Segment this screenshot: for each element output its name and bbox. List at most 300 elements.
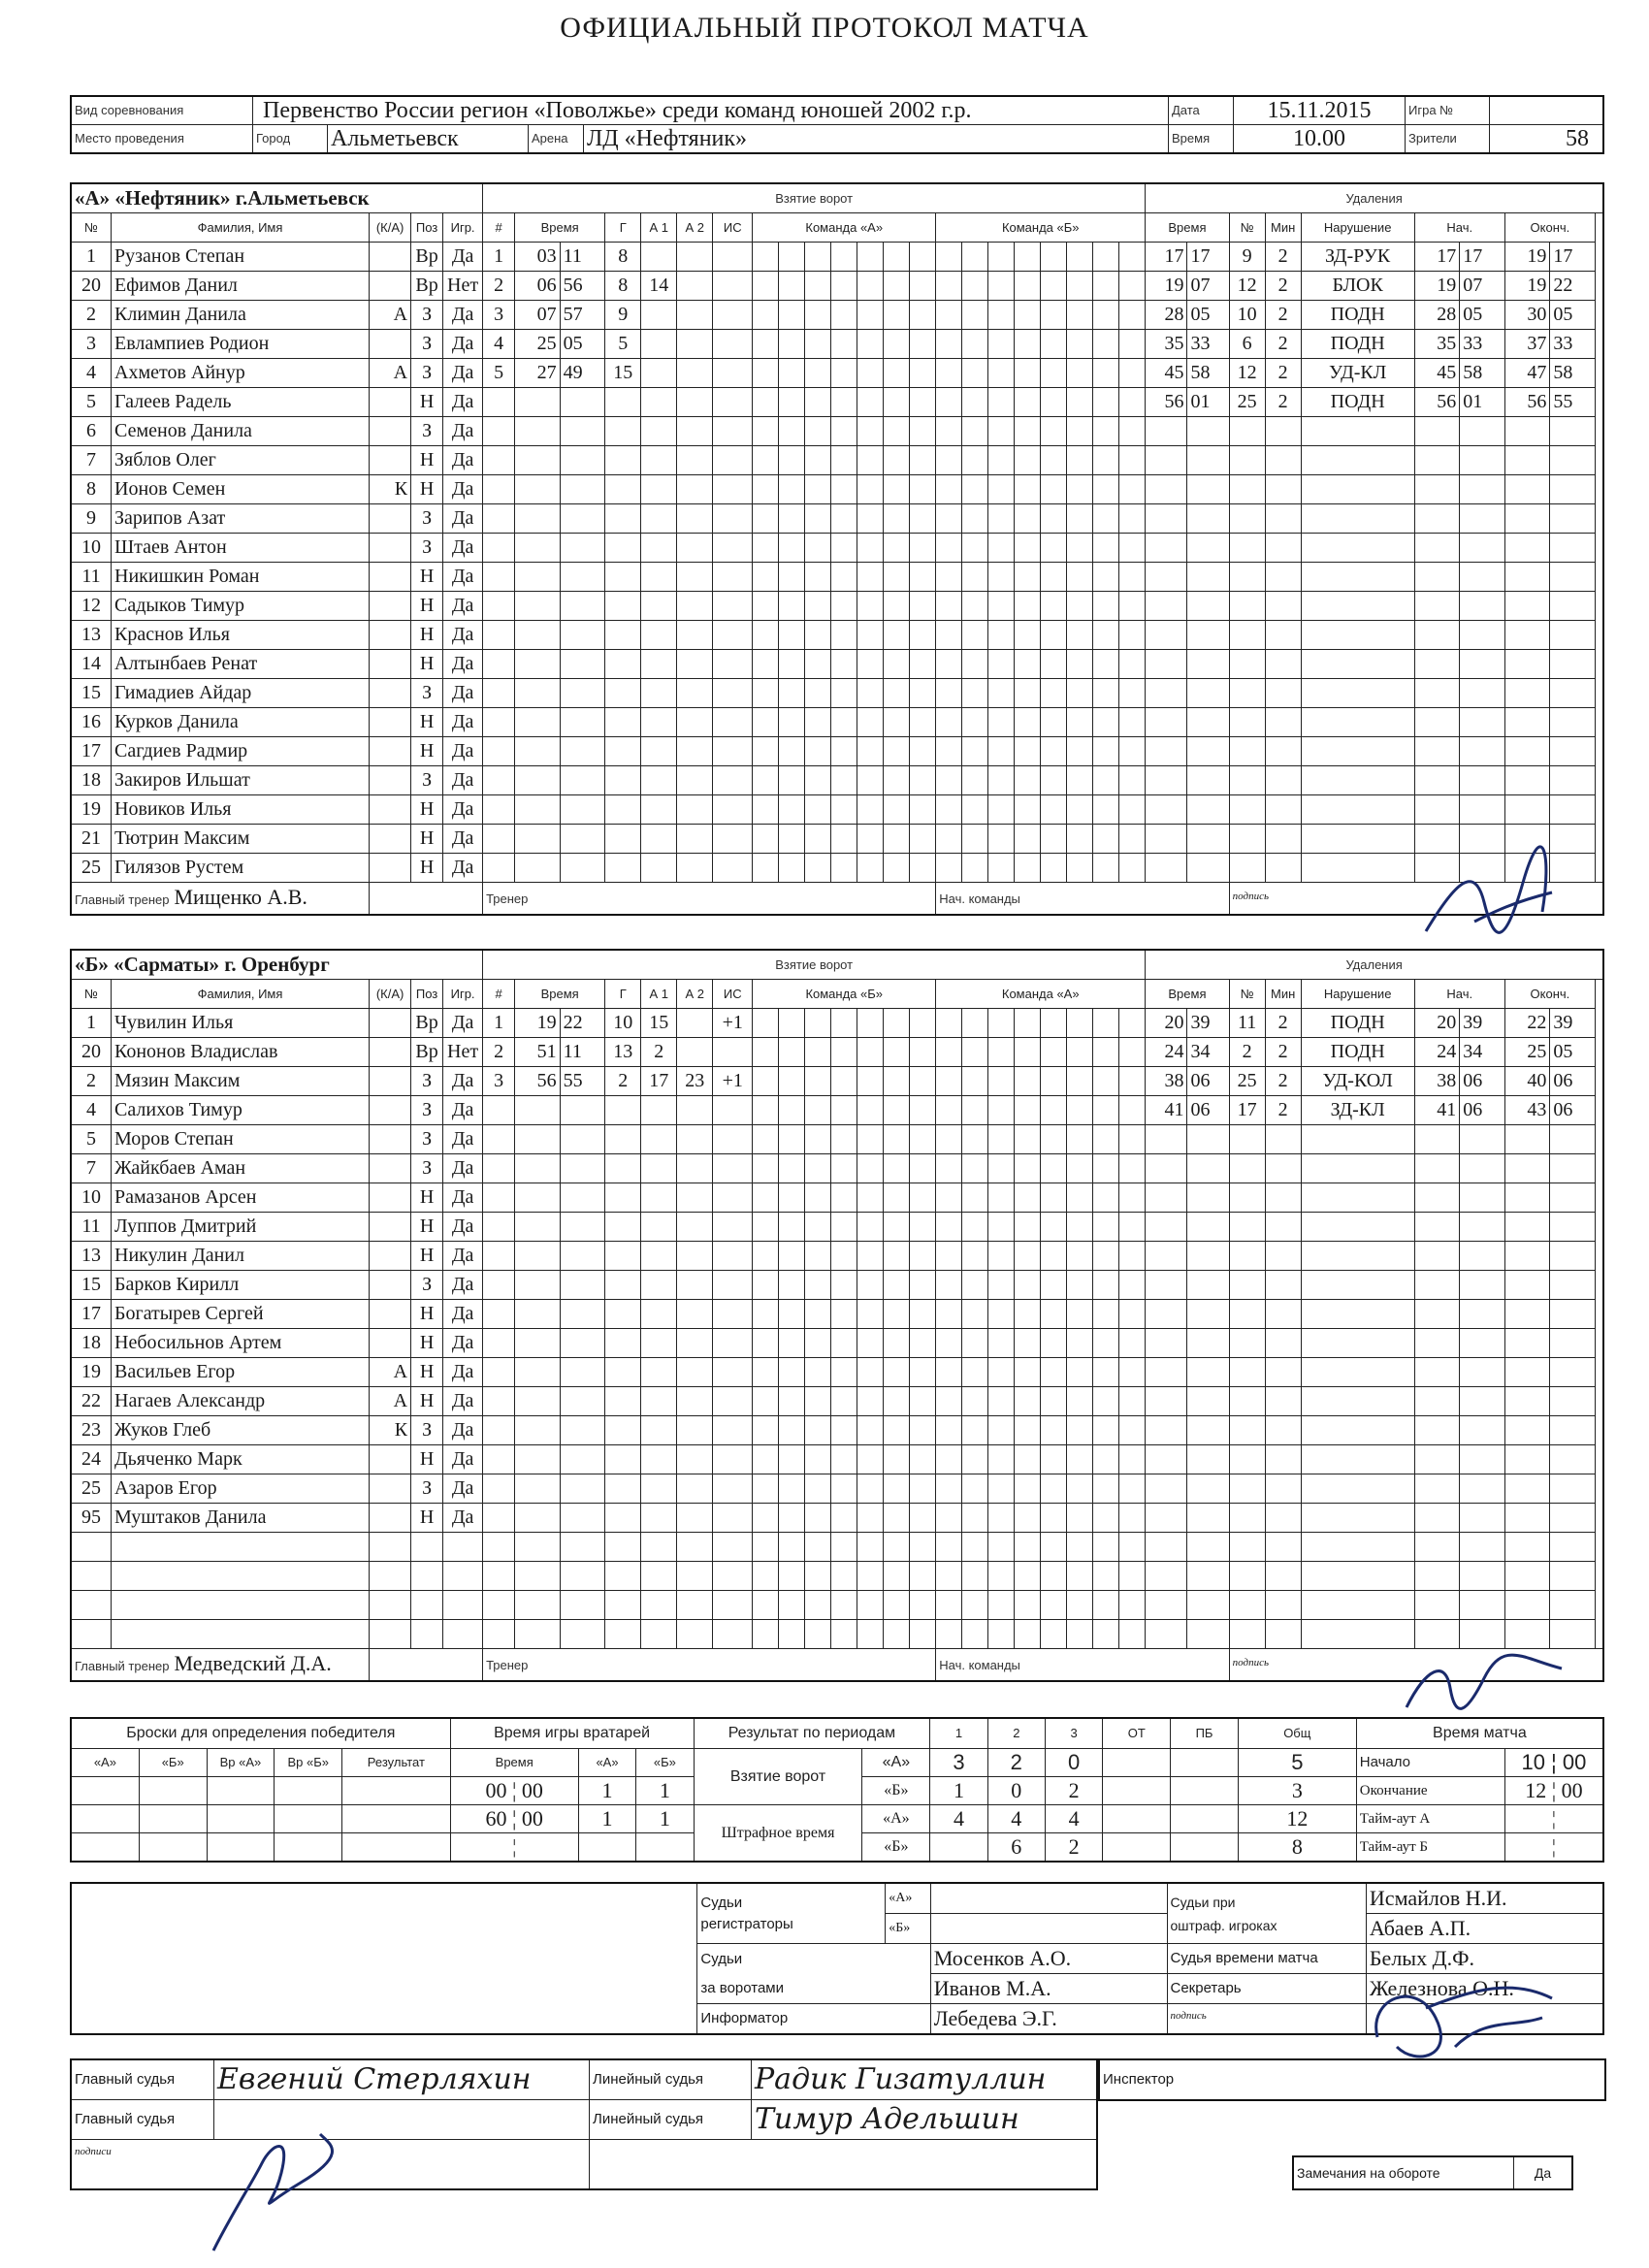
- table-row: [71, 795, 1603, 825]
- penalty-start-sec: [1460, 1620, 1505, 1649]
- player-role: [370, 417, 411, 446]
- penalty-start-min: 20: [1414, 1009, 1460, 1038]
- lineup-cell: [884, 388, 910, 417]
- lineup-cell: [1067, 621, 1093, 650]
- lineup-cell: [857, 1474, 884, 1504]
- lineup-cell: [831, 359, 857, 388]
- lineup-cell: [779, 1562, 805, 1591]
- penalty-end-sec: [1550, 737, 1596, 766]
- penalty-player: [1229, 1416, 1265, 1445]
- lineup-cell: [910, 417, 936, 446]
- penalty-minutes: [1265, 1213, 1301, 1242]
- lineup-cell: [831, 1591, 857, 1620]
- penalty-start-sec: [1460, 1445, 1505, 1474]
- goal-assist-1: [641, 1416, 677, 1445]
- penalty-player: [1229, 766, 1265, 795]
- penalty-infraction: [1301, 737, 1414, 766]
- penalty-second: [1187, 1213, 1229, 1242]
- penalty-end-sec: 22: [1550, 272, 1596, 301]
- team_a-col-g: Г: [605, 213, 641, 243]
- lineup-cell: [1041, 1474, 1067, 1504]
- pim-a-so: [1171, 1805, 1239, 1833]
- lineup-cell: [805, 708, 831, 737]
- player-name: Климин Данила: [112, 301, 370, 330]
- lineup-cell: [1041, 1533, 1067, 1562]
- lineup-cell: [1067, 679, 1093, 708]
- penalty-start-min: [1414, 504, 1460, 534]
- lineup-cell: [884, 330, 910, 359]
- lineup-cell: [805, 1242, 831, 1271]
- timekeeper-label: Судья времени матча: [1167, 1944, 1366, 1974]
- goal-assist-1: [641, 1125, 677, 1154]
- lineup-cell: [857, 1271, 884, 1300]
- lineup-cell: [1119, 621, 1146, 650]
- goal-assist-1: [641, 1504, 677, 1533]
- goal-number: 1: [483, 243, 515, 272]
- lineup-cell: [1119, 795, 1146, 825]
- penalty-judges-label: Судьи при: [1170, 1894, 1236, 1910]
- player-name: Муштаков Данила: [112, 1504, 370, 1533]
- penalty-minutes: [1265, 1416, 1301, 1445]
- penalty-minute: [1146, 650, 1187, 679]
- lineup-cell: [831, 1329, 857, 1358]
- goal-situation: [713, 1038, 753, 1067]
- goal-situation: [713, 766, 753, 795]
- lineup-cell: [936, 1096, 962, 1125]
- informer: Лебедева Э.Г.: [930, 2004, 1167, 2035]
- lineup-cell: [962, 1562, 988, 1591]
- penalty-end-min: [1504, 1183, 1550, 1213]
- lineup-cell: [857, 854, 884, 883]
- penalty-start-sec: 17: [1460, 243, 1505, 272]
- goal-number: [483, 388, 515, 417]
- player-role: [370, 1009, 411, 1038]
- penalty-second: [1187, 825, 1229, 854]
- player-name: Луппов Дмитрий: [112, 1213, 370, 1242]
- main-referee-label-2: Главный судья: [71, 2100, 214, 2140]
- player-position: Н: [411, 388, 443, 417]
- table-row: [71, 1067, 1603, 1096]
- lineup-cell: [1093, 330, 1119, 359]
- spectators-label: Зрители: [1406, 125, 1490, 154]
- lineup-cell: [1015, 737, 1041, 766]
- table-row: [71, 1416, 1603, 1445]
- lineup-cell: [1015, 1445, 1041, 1474]
- lineup-cell: [753, 359, 779, 388]
- lineup-cell: [779, 1183, 805, 1213]
- lineup-cell: [936, 708, 962, 737]
- penalty-end-min: 43: [1504, 1096, 1550, 1125]
- goal-second: [560, 475, 605, 504]
- lineup-cell: [1119, 825, 1146, 854]
- lineup-cell: [988, 1329, 1015, 1358]
- goal-minute: [515, 1213, 561, 1242]
- secretary: Железнова О.Н.: [1366, 1974, 1603, 2004]
- player-plays: Да: [443, 359, 483, 388]
- lineup-cell: [1041, 563, 1067, 592]
- lineup-cell: [753, 330, 779, 359]
- timekeeper: Белых Д.Ф.: [1366, 1944, 1603, 1974]
- lineup-cell: [936, 359, 962, 388]
- penalty-minute: [1146, 1474, 1187, 1504]
- lineup-cell: [962, 330, 988, 359]
- player-role: [370, 621, 411, 650]
- lineup-cell: [936, 534, 962, 563]
- lineup-cell: [936, 1504, 962, 1533]
- lineup-cell: [1067, 388, 1093, 417]
- penalty-start-sec: [1460, 417, 1505, 446]
- penalty-minute: [1146, 1591, 1187, 1620]
- goal-assist-1: [641, 592, 677, 621]
- lineup-cell: [1093, 766, 1119, 795]
- penalty-end-sec: [1550, 795, 1596, 825]
- goals-a-p2: 2: [987, 1749, 1045, 1777]
- penalty-start-min: [1414, 737, 1460, 766]
- penalty-end-sec: [1550, 1183, 1596, 1213]
- lineup-cell: [936, 795, 962, 825]
- lineup-cell: [831, 272, 857, 301]
- player-role: [370, 534, 411, 563]
- lineup-cell: [884, 1271, 910, 1300]
- lineup-cell: [805, 679, 831, 708]
- penalty-second: 06: [1187, 1067, 1229, 1096]
- lineup-cell: [1015, 388, 1041, 417]
- lineup-cell: [910, 388, 936, 417]
- penalty-start-sec: 01: [1460, 388, 1505, 417]
- penalty-infraction: [1301, 592, 1414, 621]
- penalty-minutes: 2: [1265, 1067, 1301, 1096]
- lineup-cell: [805, 1591, 831, 1620]
- lineup-cell: [962, 1038, 988, 1067]
- penalty-second: 06: [1187, 1096, 1229, 1125]
- penalty-start-min: [1414, 766, 1460, 795]
- penalty-minutes: [1265, 708, 1301, 737]
- registrar-b: [930, 1914, 1167, 1944]
- penalty-second: [1187, 592, 1229, 621]
- lineup-cell: [936, 243, 962, 272]
- registrar-a-label: «А»: [886, 1883, 930, 1914]
- goal-second: 22: [560, 1009, 605, 1038]
- player-name: Нагаев Александр: [112, 1387, 370, 1416]
- lineup-cell: [962, 592, 988, 621]
- lineup-cell: [779, 1271, 805, 1300]
- penalty-start-min: [1414, 446, 1460, 475]
- goal-number: [483, 1213, 515, 1242]
- lineup-cell: [988, 504, 1015, 534]
- team_b-col-pstart: Нач.: [1414, 980, 1504, 1009]
- player-name: [112, 1591, 370, 1620]
- goal-scorer: [605, 1416, 641, 1445]
- goal-number: [483, 1329, 515, 1358]
- pim-b-total: 8: [1238, 1833, 1356, 1863]
- penalty-end-min: [1504, 1445, 1550, 1474]
- lineup-cell: [831, 679, 857, 708]
- lineup-cell: [962, 854, 988, 883]
- goal-assist-1: [641, 1387, 677, 1416]
- goal-minute: [515, 1591, 561, 1620]
- lineup-cell: [779, 1445, 805, 1474]
- penalty-player: [1229, 1300, 1265, 1329]
- goal-assist-1: [641, 1562, 677, 1591]
- lineup-cell: [1093, 1329, 1119, 1358]
- player-role: [370, 563, 411, 592]
- player-plays: Да: [443, 1271, 483, 1300]
- lineup-cell: [805, 766, 831, 795]
- player-plays: Да: [443, 1009, 483, 1038]
- player-role: [370, 854, 411, 883]
- lineup-cell: [753, 1009, 779, 1038]
- lineup-cell: [910, 1358, 936, 1387]
- player-name: [112, 1562, 370, 1591]
- lineup-cell: [910, 301, 936, 330]
- goal-number: [483, 679, 515, 708]
- player-name: Салихов Тимур: [112, 1096, 370, 1125]
- team_a-coach: Мищенко А.В.: [174, 885, 307, 909]
- lineup-cell: [1067, 1271, 1093, 1300]
- time-value: 10.00: [1234, 125, 1406, 154]
- player-name: Ионов Семен: [112, 475, 370, 504]
- penalty-player: [1229, 1620, 1265, 1649]
- lineup-cell: [1015, 766, 1041, 795]
- player-name: Евлампиев Родион: [112, 330, 370, 359]
- lineup-cell: [805, 330, 831, 359]
- lineup-cell: [779, 359, 805, 388]
- goal-minute: [515, 1416, 561, 1445]
- lineup-cell: [884, 1358, 910, 1387]
- player-name: Ефимов Данил: [112, 272, 370, 301]
- penalty-end-min: 22: [1504, 1009, 1550, 1038]
- penalty-start-sec: [1460, 1533, 1505, 1562]
- goal-minute: [515, 1387, 561, 1416]
- competition-label: Вид соревнования: [71, 96, 253, 125]
- penalty-infraction: [1301, 1474, 1414, 1504]
- lineup-cell: [779, 1387, 805, 1416]
- lineup-cell: [962, 825, 988, 854]
- lineup-cell: [831, 621, 857, 650]
- penalty-minute: [1146, 475, 1187, 504]
- lineup-cell: [988, 795, 1015, 825]
- lineup-cell: [910, 1300, 936, 1329]
- penalty-player: 9: [1229, 243, 1265, 272]
- goal-minute: 25: [515, 330, 561, 359]
- penalty-end-min: [1504, 1213, 1550, 1242]
- lineup-cell: [1093, 563, 1119, 592]
- linesman-1: Радик Гизатуллин: [752, 2059, 1098, 2100]
- lineup-cell: [936, 854, 962, 883]
- table-row: [71, 1504, 1603, 1533]
- goal-number: 3: [483, 1067, 515, 1096]
- lineup-cell: [1119, 1562, 1146, 1591]
- lineup-cell: [1067, 272, 1093, 301]
- goal-assist-1: [641, 1271, 677, 1300]
- goal-situation: [713, 534, 753, 563]
- player-role: [370, 330, 411, 359]
- player-role: [370, 1183, 411, 1213]
- penalty-minutes: [1265, 1533, 1301, 1562]
- lineup-cell: [1015, 301, 1041, 330]
- penalty-start-sec: 39: [1460, 1009, 1505, 1038]
- lineup-cell: [831, 1533, 857, 1562]
- goal-second: [560, 825, 605, 854]
- lineup-cell: [1119, 708, 1146, 737]
- penalty-start-sec: [1460, 1416, 1505, 1445]
- team_b-col-pos: Поз: [411, 980, 443, 1009]
- lineup-cell: [1067, 1387, 1093, 1416]
- lineup-cell: [805, 1474, 831, 1504]
- penalty-infraction: [1301, 825, 1414, 854]
- lineup-cell: [1041, 1154, 1067, 1183]
- lineup-cell: [988, 1300, 1015, 1329]
- lineup-cell: [779, 1242, 805, 1271]
- lineup-cell: [779, 1213, 805, 1242]
- lineup-cell: [910, 1591, 936, 1620]
- lineup-cell: [1015, 1125, 1041, 1154]
- lineup-cell: [753, 1242, 779, 1271]
- lineup-cell: [1093, 1213, 1119, 1242]
- lineup-cell: [962, 534, 988, 563]
- player-position: [411, 1562, 443, 1591]
- penalty-end-min: [1504, 1591, 1550, 1620]
- goal-minute: [515, 854, 561, 883]
- penalty-minute: 35: [1146, 330, 1187, 359]
- goal-number: [483, 1125, 515, 1154]
- penalty-second: [1187, 708, 1229, 737]
- lineup-cell: [857, 1125, 884, 1154]
- penalty-minute: [1146, 737, 1187, 766]
- lineup-cell: [1119, 1533, 1146, 1562]
- goal-assist-2: [677, 1416, 713, 1445]
- goal-second: [560, 708, 605, 737]
- lineup-cell: [936, 825, 962, 854]
- penalty-second: [1187, 1329, 1229, 1358]
- lineup-cell: [1041, 1067, 1067, 1096]
- penalty-infraction: [1301, 1271, 1414, 1300]
- penalty-end-sec: [1550, 1562, 1596, 1591]
- table-row: [71, 417, 1603, 446]
- player-name: Небосильнов Артем: [112, 1329, 370, 1358]
- player-position: Н: [411, 795, 443, 825]
- goal-second: [560, 1183, 605, 1213]
- player-name: Мязин Максим: [112, 1067, 370, 1096]
- team_b-col-pinf: Нарушение: [1301, 980, 1414, 1009]
- lineup-cell: [910, 1271, 936, 1300]
- lineup-cell: [910, 592, 936, 621]
- lineup-cell: [884, 1504, 910, 1533]
- player-number: 13: [71, 621, 112, 650]
- goal-situation: [713, 1562, 753, 1591]
- lineup-cell: [1093, 621, 1119, 650]
- lineup-cell: [1041, 330, 1067, 359]
- lineup-cell: [779, 679, 805, 708]
- team_a-col-ka: (К/А): [370, 213, 411, 243]
- player-role: [370, 1562, 411, 1591]
- lineup-cell: [779, 1358, 805, 1387]
- goal-assist-2: [677, 679, 713, 708]
- player-position: З: [411, 417, 443, 446]
- lineup-cell: [857, 708, 884, 737]
- goal-number: [483, 795, 515, 825]
- player-role: [370, 650, 411, 679]
- penalty-minute: 38: [1146, 1067, 1187, 1096]
- goals-label: Взятие ворот: [694, 1749, 862, 1805]
- player-position: З: [411, 1096, 443, 1125]
- penalty-minute: [1146, 1329, 1187, 1358]
- player-plays: Нет: [443, 1038, 483, 1067]
- goal-scorer: [605, 1154, 641, 1183]
- lineup-cell: [857, 1416, 884, 1445]
- table-row: [71, 1445, 1603, 1474]
- team_b-col-pnum: №: [1229, 980, 1265, 1009]
- goal-number: [483, 766, 515, 795]
- team_b-col-gnum: #: [483, 980, 515, 1009]
- player-number: 18: [71, 766, 112, 795]
- lineup-cell: [1119, 504, 1146, 534]
- penalty-second: [1187, 446, 1229, 475]
- table-row: [71, 592, 1603, 621]
- penalty-minute: 56: [1146, 388, 1187, 417]
- goal-scorer: 10: [605, 1009, 641, 1038]
- penalty-minute: [1146, 679, 1187, 708]
- lineup-cell: [910, 1242, 936, 1271]
- goal-number: [483, 1154, 515, 1183]
- lineup-cell: [936, 1387, 962, 1416]
- penalty-start-min: [1414, 795, 1460, 825]
- period-3-header: 3: [1045, 1718, 1102, 1749]
- goal-number: [483, 1591, 515, 1620]
- timeout-a-label: Тайм-аут А: [1356, 1805, 1504, 1833]
- penalty-minutes: [1265, 504, 1301, 534]
- goal-assist-2: [677, 1125, 713, 1154]
- penalty-end-min: [1504, 1533, 1550, 1562]
- goal-scorer: [605, 1183, 641, 1213]
- lineup-cell: [1015, 1154, 1041, 1183]
- player-role: [370, 1504, 411, 1533]
- penalty-minutes: [1265, 475, 1301, 504]
- penalty-infraction: [1301, 1125, 1414, 1154]
- penalty-infraction: ЗД-РУК: [1301, 243, 1414, 272]
- lineup-cell: [1041, 359, 1067, 388]
- lineup-cell: [936, 1242, 962, 1271]
- lineup-cell: [988, 1125, 1015, 1154]
- penalty-second: [1187, 1183, 1229, 1213]
- player-name: Гимадиев Айдар: [112, 679, 370, 708]
- lineup-cell: [1067, 1445, 1093, 1474]
- penalty-start-min: [1414, 650, 1460, 679]
- lineup-cell: [1119, 1591, 1146, 1620]
- table-row: [71, 475, 1603, 504]
- penalty-start-min: [1414, 1271, 1460, 1300]
- lineup-cell: [805, 417, 831, 446]
- lineup-cell: [753, 1387, 779, 1416]
- goalie-time-title: Время игры вратарей: [450, 1718, 694, 1749]
- lineup-cell: [1093, 272, 1119, 301]
- player-number: 6: [71, 417, 112, 446]
- player-plays: Да: [443, 679, 483, 708]
- penalty-infraction: [1301, 504, 1414, 534]
- player-role: [370, 1533, 411, 1562]
- lineup-cell: [1119, 1271, 1146, 1300]
- lineup-cell: [1041, 1562, 1067, 1591]
- lineup-cell: [1119, 679, 1146, 708]
- goal-number: [483, 1387, 515, 1416]
- goals-b-p3: 2: [1045, 1777, 1102, 1805]
- lineup-cell: [1093, 475, 1119, 504]
- goalie-row1-min: 00: [485, 1778, 507, 1802]
- goal-second: [560, 1125, 605, 1154]
- penalty-end-min: [1504, 1562, 1550, 1591]
- lineup-cell: [988, 650, 1015, 679]
- lineup-cell: [857, 1300, 884, 1329]
